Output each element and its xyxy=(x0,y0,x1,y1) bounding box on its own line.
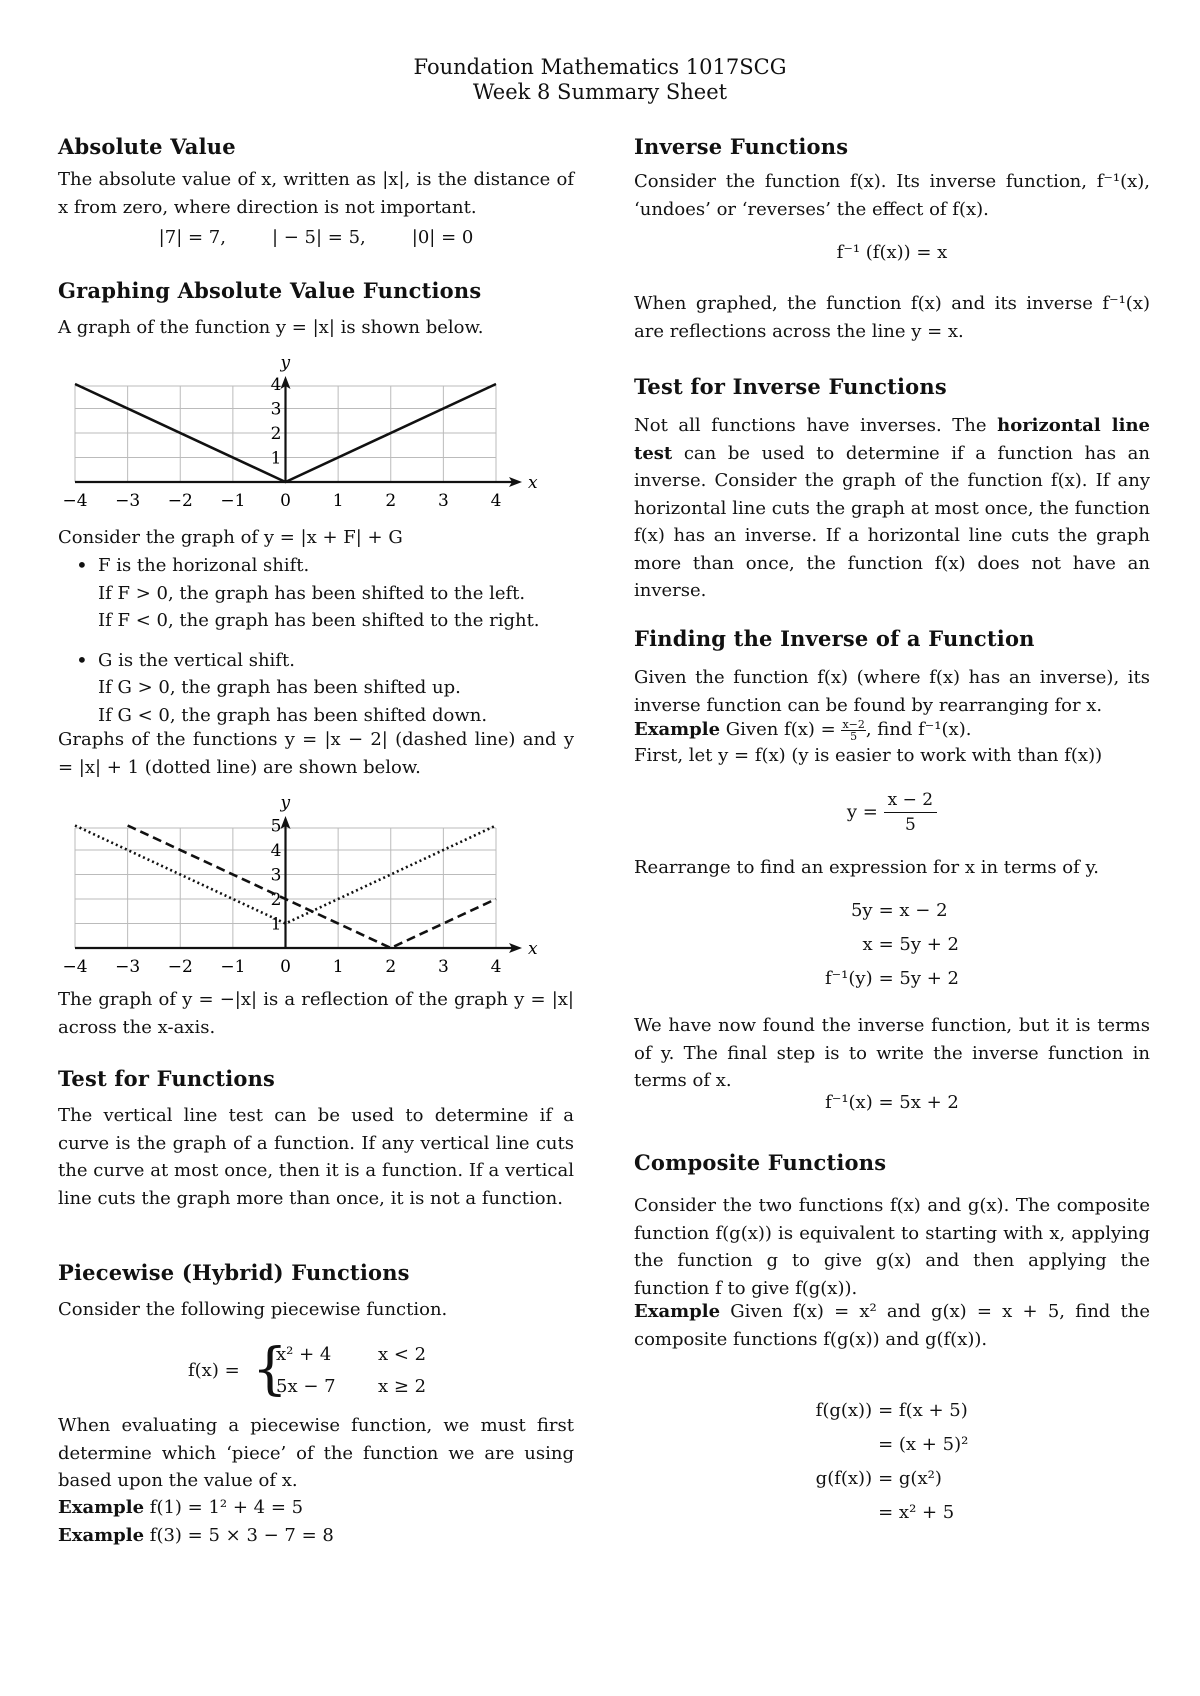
x-tick-label: 4 xyxy=(490,957,502,977)
y-tick-label: 2 xyxy=(270,424,282,444)
composite-text: Consider the two functions f(x) and g(x). The composite function f(g(x)) is equivalent to starting with x, applying the function g to give g(x) and then applying the function f to give f(g(x)). xyxy=(634,1195,1150,1299)
example-1-expr: f(1) = 1² + 4 = 5 xyxy=(149,1497,304,1518)
composite-steps xyxy=(634,1394,1150,1530)
abs-example-1: |7| = 7, xyxy=(158,227,226,248)
x-tick-label: −1 xyxy=(220,491,246,508)
y-tick-label: 2 xyxy=(270,890,282,910)
y-tick-label: 1 xyxy=(270,448,282,469)
small-fraction xyxy=(841,719,865,742)
rearrange-steps xyxy=(634,894,1150,996)
finding-example-b: , find f⁻¹(x). xyxy=(865,719,972,740)
abs-value-heading: Absolute Value xyxy=(58,134,236,159)
y-axis-label: y xyxy=(280,353,291,373)
composite-align xyxy=(816,1394,969,1530)
test-inverse-text xyxy=(634,412,1150,605)
test-functions-heading: Test for Functions xyxy=(58,1066,276,1091)
piecewise-lhs: f(x) = xyxy=(188,1360,240,1381)
piecewise-example-2 xyxy=(58,1522,574,1550)
abs-example-2: | − 5| = 5, xyxy=(271,227,366,248)
finding-inverse-text: Given the function f(x) (where f(x) has an inverse), its inverse function can be found by rearranging for x. xyxy=(634,667,1150,716)
step-rhs: = 5y + 2 xyxy=(878,968,959,989)
x-tick-label: 2 xyxy=(385,491,397,508)
piece-1-condition: x < 2 xyxy=(378,1344,427,1365)
x-tick-label: 1 xyxy=(332,491,344,508)
step-lhs: f⁻¹(y) xyxy=(825,968,873,989)
x-tick-label: 2 xyxy=(385,957,397,977)
y-tick-label: 4 xyxy=(270,375,282,395)
x-tick-label: −3 xyxy=(115,491,141,508)
shifted-graphs-intro: Graphs of the functions y = |x − 2| (dashed line) and y = |x| + 1 (dotted line) are shown below. xyxy=(58,729,574,778)
example-2-expr: f(3) = 5 × 3 − 7 = 8 xyxy=(149,1525,334,1546)
comp-lhs xyxy=(816,1428,872,1462)
example-label: Example xyxy=(634,719,721,740)
comp-rhs: = (x + 5)² xyxy=(878,1434,969,1455)
comp-lhs: f(g(x)) xyxy=(815,1400,873,1421)
small-fraction-num: x−2 xyxy=(842,717,865,731)
abs-graph-chart xyxy=(58,348,574,508)
x-tick-label: −1 xyxy=(220,957,246,977)
series-line-dashed xyxy=(128,826,496,949)
test-functions-text: The vertical line test can be used to determine if a curve is the graph of a function. If any vertical line cuts the curve at most once, then it is a function. If a vertical line cuts the graph more than once, it is not a function. xyxy=(58,1105,574,1209)
y-axis-label: y xyxy=(280,794,291,813)
abs-example-3: |0| = 0 xyxy=(411,227,474,248)
step-lhs: x xyxy=(862,934,873,955)
x-tick-label: 3 xyxy=(437,957,449,977)
x-tick-label: −2 xyxy=(167,491,193,508)
x-tick-label: −3 xyxy=(115,957,141,977)
sheet-subtitle: Week 8 Summary Sheet xyxy=(472,80,728,104)
vertical-shift-line-3: If G < 0, the graph has been shifted down. xyxy=(98,704,488,726)
piecewise-definition xyxy=(58,1337,574,1412)
x-tick-label: 3 xyxy=(437,491,449,508)
final-step-text: We have now found the inverse function, but it is terms of y. The final step is to write the inverse function in terms of x. xyxy=(634,1015,1150,1091)
x-axis-label: x xyxy=(528,939,538,959)
x-tick-label: 0 xyxy=(280,957,291,977)
test-inverse-heading: Test for Inverse Functions xyxy=(634,374,947,399)
comp-rhs: = g(x²) xyxy=(878,1468,942,1489)
y-tick-label: 5 xyxy=(270,816,282,837)
example-label: Example xyxy=(58,1497,145,1518)
x-axis-label: x xyxy=(528,473,538,493)
vertical-shift-line-1: • G is the vertical shift. xyxy=(98,649,295,671)
rearrange-align xyxy=(825,894,959,996)
x-tick-label: −4 xyxy=(62,957,88,977)
example-label: Example xyxy=(58,1525,145,1546)
piecewise-heading: Piecewise (Hybrid) Functions xyxy=(58,1260,410,1285)
finding-inverse-heading: Finding the Inverse of a Function xyxy=(634,626,1035,651)
consider-shift-text: Consider the graph of y = |x + F| + G xyxy=(58,527,403,548)
vertical-shift-line-2: If G > 0, the graph has been shifted up. xyxy=(98,677,461,698)
finding-example-a: Given f(x) = xyxy=(720,719,842,740)
shifted-graph-chart xyxy=(58,794,574,994)
test-inverse-text-b: can be used to determine if a function has an inverse. Consider the graph of the function f(x). If any horizontal line cuts the graph at most once, the function f(x) has an inverse. If a horizontal line cuts the graph more than once, the function f(x) does not have an inverse. xyxy=(634,442,1150,601)
composite-example-text: Given f(x) = x² and g(x) = x + 5, find the composite functions f(g(x)) and g(f(x)). xyxy=(634,1301,1150,1350)
abs-value-text: The absolute value of x, written as |x|, is the distance of x from zero, where direction is not important. xyxy=(58,169,574,218)
comp-lhs: g(f(x)) xyxy=(815,1468,873,1489)
example-label: Example xyxy=(634,1301,721,1322)
y-eq-num: x − 2 xyxy=(884,788,937,813)
x-tick-label: −4 xyxy=(62,491,88,508)
step-lhs: 5y xyxy=(850,900,873,921)
piece-2-expr: 5x − 7 xyxy=(276,1376,336,1397)
piecewise-text: When evaluating a piecewise function, we must first determine which ‘piece’ of the function we are using based upon the value of x. xyxy=(58,1415,574,1491)
inverse-reflection-text: When graphed, the function f(x) and its inverse f⁻¹(x) are reflections across the line y = x. xyxy=(634,293,1150,342)
horizontal-shift-line-2: If F > 0, the graph has been shifted to the left. xyxy=(98,582,526,604)
piecewise-intro: Consider the following piecewise function. xyxy=(58,1299,448,1320)
abs-value-examples xyxy=(58,227,574,248)
comp-rhs: = x² + 5 xyxy=(878,1502,955,1523)
composite-heading: Composite Functions xyxy=(634,1150,887,1175)
piece-2-condition: x ≥ 2 xyxy=(378,1376,427,1397)
graphing-heading: Graphing Absolute Value Functions xyxy=(58,278,482,303)
piecewise-brace: { xyxy=(252,1337,288,1402)
graphing-intro: A graph of the function y = |x| is shown below. xyxy=(58,317,484,338)
step-rhs: = 5y + 2 xyxy=(878,934,959,955)
reflection-text: The graph of y = −|x| is a reflection of the graph y = |x| across the x-axis. xyxy=(58,989,574,1038)
final-inverse-eq: f⁻¹(x) = 5x + 2 xyxy=(825,1092,959,1113)
small-fraction-den: 5 xyxy=(850,729,858,743)
horizontal-shift-line-1: • F is the horizonal shift. xyxy=(98,555,310,576)
composite-example xyxy=(634,1298,1150,1353)
comp-rhs: = f(x + 5) xyxy=(878,1400,968,1421)
shift-list xyxy=(58,552,614,729)
inverse-heading: Inverse Functions xyxy=(634,134,849,159)
horizontal-line-test-term: horizontal line test xyxy=(634,415,1150,464)
horizontal-shift-item xyxy=(98,552,614,635)
piecewise-example-1 xyxy=(58,1494,574,1522)
y-eq-fraction xyxy=(884,788,937,837)
y-tick-label: 4 xyxy=(270,841,282,861)
inverse-identity-eq: f⁻¹ (f(x)) = x xyxy=(836,242,948,263)
inverse-text: Consider the function f(x). Its inverse function, f⁻¹(x), ‘undoes’ or ‘reverses’ the effect of f(x). xyxy=(634,171,1150,220)
y-tick-label: 3 xyxy=(270,399,282,420)
first-let-text: First, let y = f(x) (y is easier to work with than f(x)) xyxy=(634,745,1103,766)
y-eq-den: 5 xyxy=(904,815,916,835)
x-tick-label: −2 xyxy=(167,957,193,977)
horizontal-shift-line-3: If F < 0, the graph has been shifted to the right. xyxy=(98,610,540,631)
y-equation xyxy=(634,788,1150,837)
sheet-title: Foundation Mathematics 1017SCG xyxy=(413,55,787,79)
comp-lhs xyxy=(816,1496,872,1530)
test-inverse-text-a: Not all functions have inverses. The xyxy=(634,415,998,436)
step-rhs: = x − 2 xyxy=(878,900,948,921)
finding-inverse-example xyxy=(634,716,1150,744)
x-tick-label: 0 xyxy=(280,491,291,508)
rearrange-text: Rearrange to find an expression for x in terms of y. xyxy=(634,857,1100,878)
x-tick-label: 4 xyxy=(490,491,502,508)
piece-1-expr: x² + 4 xyxy=(276,1344,332,1365)
x-tick-label: 1 xyxy=(332,957,344,977)
vertical-shift-item xyxy=(98,647,614,730)
y-tick-label: 1 xyxy=(270,914,282,935)
y-tick-label: 3 xyxy=(270,865,282,886)
y-eq-lhs: y = xyxy=(846,801,878,823)
